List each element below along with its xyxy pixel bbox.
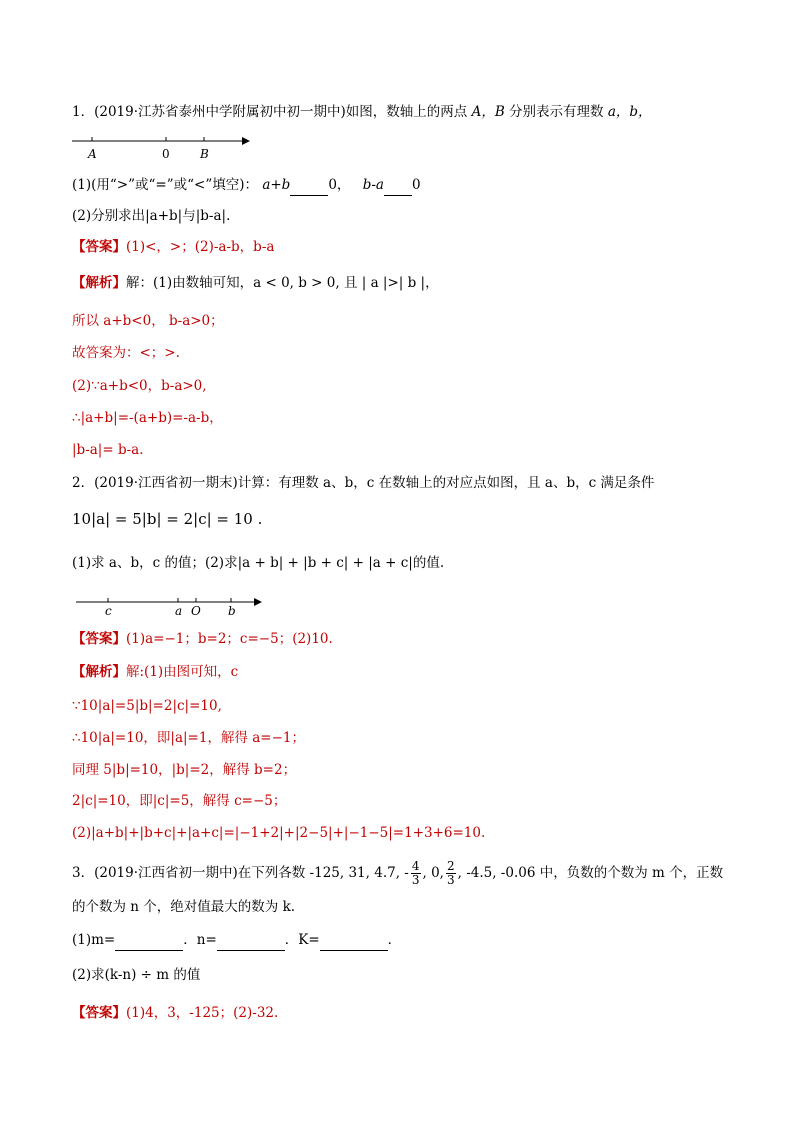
q3-fraction-2-3 xyxy=(446,860,456,887)
q2-analysis-tag: 【解析】 xyxy=(72,664,126,680)
q1-stem: 1．(2019·江苏省泰州中学附属初中初一期中)如图，数轴上的两点 xyxy=(72,104,468,120)
q3-frac2-num: 2 xyxy=(446,859,455,873)
q3-fraction-4-3 xyxy=(411,860,421,887)
q1-axis-label-a: A xyxy=(88,147,97,161)
q3-part1-k: ．K= xyxy=(284,932,320,948)
q1-blank-2[interactable] xyxy=(384,175,412,196)
q1-stem-points: A，B xyxy=(471,104,505,120)
q1-part1-zero2: 0 xyxy=(411,177,421,193)
arrow-head-icon xyxy=(242,137,250,145)
q2-ask: (1)求 a、b，c 的值；(2)求|a + b| + |b + c| + |a + c|的值. xyxy=(72,555,445,571)
q1-part1-zero1: 0， xyxy=(328,177,351,193)
q3-part1-end: ． xyxy=(387,932,402,948)
arrow-head-icon xyxy=(254,598,262,606)
q3-blank-m[interactable] xyxy=(115,930,183,951)
q2-axis-label-c: c xyxy=(105,604,112,618)
q1-part2: (2)分别求出|a+b|与|b-a|. xyxy=(72,208,231,224)
q1-part1-expr1: a+b xyxy=(262,177,291,193)
q2-axis-label-o: O xyxy=(191,604,201,618)
q3-part1-m: (1)m= xyxy=(72,932,116,948)
q2-analysis-1 xyxy=(72,662,238,682)
q3-blank-k[interactable] xyxy=(320,930,388,951)
q1-analysis-3: 故答案为：<；>. xyxy=(72,345,180,361)
q3-frac2-den: 3 xyxy=(446,873,455,887)
q1-answer xyxy=(72,237,274,257)
q2-analysis-6: (2)|a+b|+|b+c|+|a+c|=|−1+2|+|2−5|+|−1−5|=1+3+6=10. xyxy=(72,825,486,841)
q2-axis-label-b: b xyxy=(228,604,236,618)
q2-answer-text: (1)a=−1；b=2；c=−5；(2)10. xyxy=(126,631,333,647)
q3-blank-n[interactable] xyxy=(217,930,285,951)
q3-answer-tag: 【答案】 xyxy=(72,1005,126,1021)
q3-part1-n: ．n= xyxy=(183,932,217,948)
q3-frac1-den: 3 xyxy=(411,873,420,887)
q1-analysis-text-1: 解：(1)由数轴可知，a < 0, b > 0, 且 | a |>| b |， xyxy=(126,275,439,291)
q2-analysis-3: ∴10|a|=10，即|a|=1，解得 a=−1； xyxy=(72,730,306,746)
q2-number-line xyxy=(76,594,266,622)
q1-stem-line xyxy=(72,102,652,122)
q1-analysis-tag: 【解析】 xyxy=(72,275,126,291)
q1-part1-instruction: (1)(用“>”或“=”或“<”填空)： xyxy=(72,177,259,193)
q3-stem-line-2: 的个数为 n 个，绝对值最大的数为 k. xyxy=(72,899,296,915)
q2-analysis-text-1: 解:(1)由图可知，c xyxy=(126,664,239,680)
q1-axis-label-b: B xyxy=(200,147,209,161)
q2-analysis-4: 同理 5|b|=10，|b|=2，解得 b=2； xyxy=(72,762,297,778)
q1-stem-vars: a，b， xyxy=(607,104,652,120)
q2-answer-tag: 【答案】 xyxy=(72,631,126,647)
q1-part1 xyxy=(72,175,421,196)
q2-condition: 10|a| = 5|b| = 2|c| = 10 . xyxy=(72,510,263,528)
q1-part1-expr2: b-a xyxy=(362,177,384,193)
q3-answer-text: (1)4，3，-125；(2)-32. xyxy=(126,1005,279,1021)
q1-analysis-1 xyxy=(72,273,439,293)
q1-analysis-5: ∴|a+b|=-(a+b)=-a-b， xyxy=(72,410,223,426)
q1-answer-tag: 【答案】 xyxy=(72,239,126,255)
q2-analysis-2: ∵10|a|=5|b|=2|c|=10, xyxy=(72,698,222,714)
q1-number-line xyxy=(72,132,262,164)
q1-analysis-4: (2)∵a+b<0，b-a>0, xyxy=(72,378,207,394)
q2-analysis-5: 2|c|=10，即|c|=5，解得 c=−5； xyxy=(72,793,287,809)
q2-answer xyxy=(72,629,333,649)
q2-stem: 2．(2019·江西省初一期末)计算：有理数 a、b，c 在数轴上的对应点如图，且 a、b，c 满足条件 xyxy=(72,475,655,491)
q2-axis-label-a: a xyxy=(175,604,183,618)
q3-answer xyxy=(72,1003,278,1023)
q1-analysis-6: |b-a|= b-a. xyxy=(72,442,144,458)
q1-blank-1[interactable] xyxy=(290,175,328,196)
q3-stem-c: , -4.5, -0.06 中，负数的个数为 m 个，正数 xyxy=(457,865,724,881)
q3-stem-a: 3．(2019·江西省初一期中)在下列各数 -125, 31, 4.7, - xyxy=(72,865,409,881)
q1-axis-label-0: 0 xyxy=(162,147,170,161)
q3-part1 xyxy=(72,930,401,951)
q1-analysis-2: 所以 a+b<0， b-a>0； xyxy=(72,313,224,329)
q1-stem-mid: 分别表示有理数 xyxy=(509,104,604,120)
q3-stem-b: , 0, xyxy=(422,865,444,881)
q3-stem-line-1 xyxy=(72,860,723,887)
q3-part2: (2)求(k-n) ÷ m 的值 xyxy=(72,967,201,983)
q3-frac1-num: 4 xyxy=(411,859,420,873)
q1-answer-text: (1)<，>；(2)-a-b，b-a xyxy=(126,239,275,255)
